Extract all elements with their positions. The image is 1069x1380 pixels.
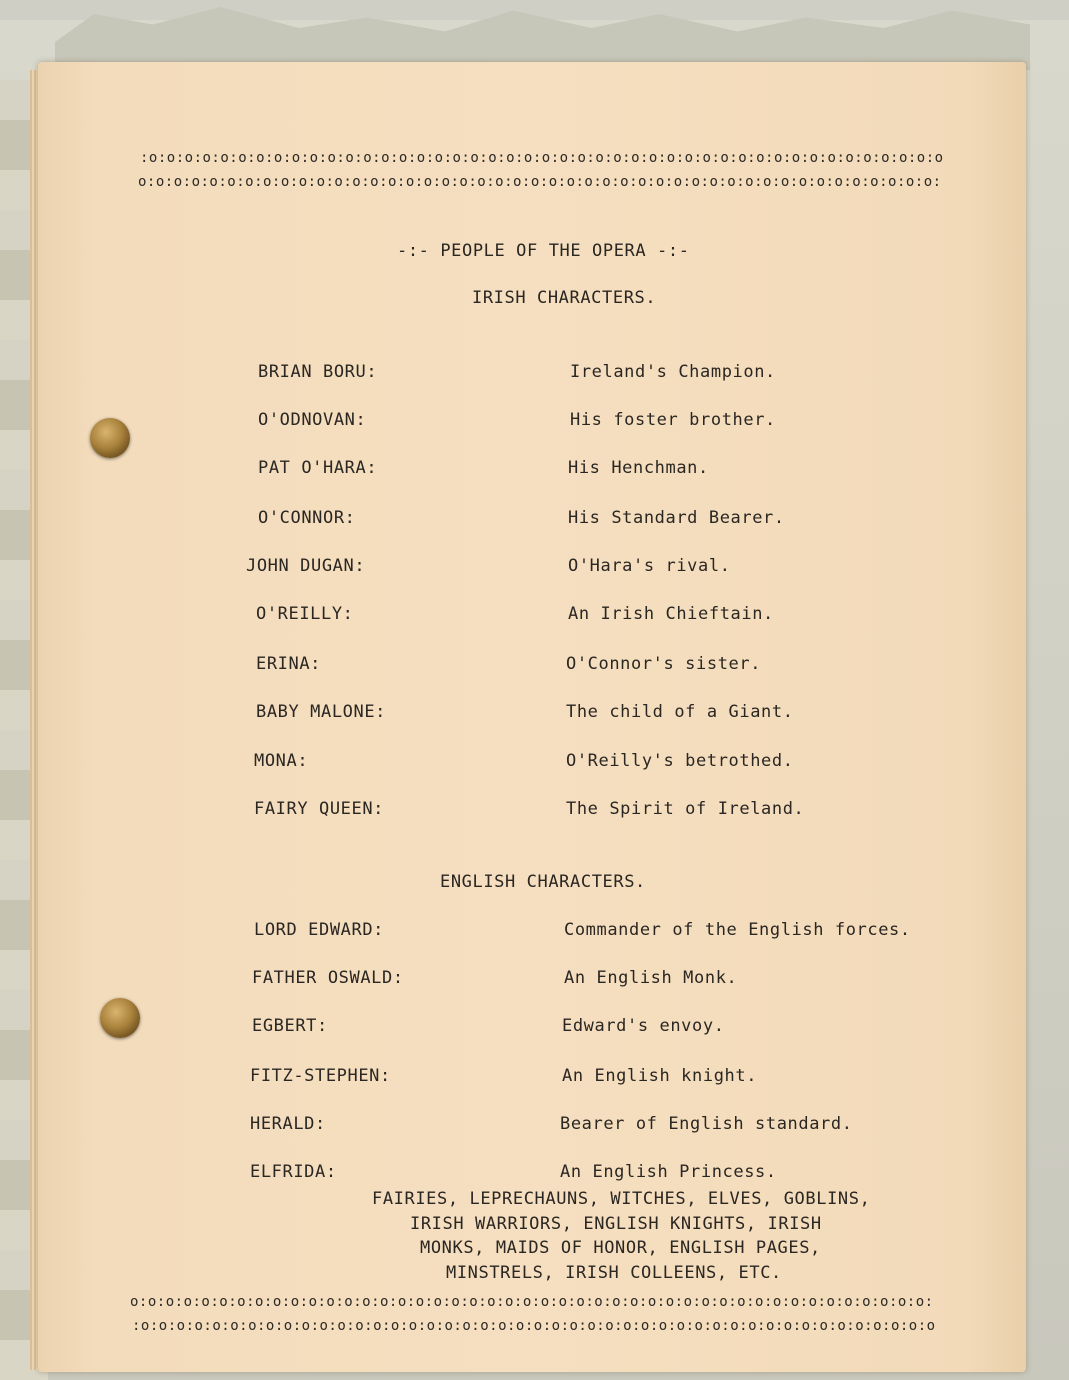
brass-fastener-top-icon — [90, 418, 130, 458]
character-role: Ireland's Champion. — [570, 362, 776, 382]
character-role: His Standard Bearer. — [568, 508, 785, 528]
character-role: O'Reilly's betrothed. — [566, 751, 794, 771]
ensemble-line: IRISH WARRIORS, ENGLISH KNIGHTS, IRISH — [410, 1214, 822, 1234]
character-name: EGBERT: — [252, 1016, 328, 1036]
top-border-line-2: o:o:o:o:o:o:o:o:o:o:o:o:o:o:o:o:o:o:o:o:o:o:o:o:o:o:o:o:o:o:o:o:o:o:o:o:o:o:o:o:o:o:o:o:o: — [138, 174, 942, 190]
character-role: His foster brother. — [570, 410, 776, 430]
character-name: FAIRY QUEEN: — [254, 799, 385, 819]
character-role: An English Princess. — [560, 1162, 777, 1182]
english-heading: ENGLISH CHARACTERS. — [440, 872, 646, 892]
character-role: Edward's envoy. — [562, 1016, 725, 1036]
bottom-border-line-1: o:o:o:o:o:o:o:o:o:o:o:o:o:o:o:o:o:o:o:o:o:o:o:o:o:o:o:o:o:o:o:o:o:o:o:o:o:o:o:o:o:o:o:o:o: — [130, 1294, 934, 1310]
character-role: O'Hara's rival. — [568, 556, 731, 576]
character-name: LORD EDWARD: — [254, 920, 385, 940]
character-role: An Irish Chieftain. — [568, 604, 774, 624]
irish-heading: IRISH CHARACTERS. — [472, 288, 657, 308]
character-role: An English knight. — [562, 1066, 758, 1086]
character-name: BABY MALONE: — [256, 702, 387, 722]
ensemble-line: FAIRIES, LEPRECHAUNS, WITCHES, ELVES, GOBLINS, — [372, 1189, 871, 1209]
character-name: MONA: — [254, 751, 309, 771]
character-name: FITZ-STEPHEN: — [250, 1066, 391, 1086]
character-role: The Spirit of Ireland. — [566, 799, 805, 819]
character-name: PAT O'HARA: — [258, 458, 378, 478]
character-name: O'ODNOVAN: — [258, 410, 367, 430]
ensemble-line: MINSTRELS, IRISH COLLEENS, ETC. — [446, 1263, 782, 1283]
character-name: JOHN DUGAN: — [246, 556, 366, 576]
character-role: Bearer of English standard. — [560, 1114, 853, 1134]
ensemble-line: MONKS, MAIDS OF HONOR, ENGLISH PAGES, — [420, 1238, 821, 1258]
page-title: -:- PEOPLE OF THE OPERA -:- — [397, 241, 690, 261]
character-name: FATHER OSWALD: — [252, 968, 404, 988]
character-name: O'CONNOR: — [258, 508, 356, 528]
top-border-line-1: :o:o:o:o:o:o:o:o:o:o:o:o:o:o:o:o:o:o:o:o:o:o:o:o:o:o:o:o:o:o:o:o:o:o:o:o:o:o:o:o:o:o:o:o:o — [140, 150, 944, 166]
character-name: ELFRIDA: — [250, 1162, 337, 1182]
character-role: His Henchman. — [568, 458, 709, 478]
character-role: The child of a Giant. — [566, 702, 794, 722]
bottom-border-line-2: :o:o:o:o:o:o:o:o:o:o:o:o:o:o:o:o:o:o:o:o:o:o:o:o:o:o:o:o:o:o:o:o:o:o:o:o:o:o:o:o:o:o:o:o:o — [132, 1318, 936, 1334]
character-name: O'REILLY: — [256, 604, 354, 624]
character-role: O'Connor's sister. — [566, 654, 762, 674]
torn-cover-edge — [55, 0, 1030, 70]
character-name: HERALD: — [250, 1114, 326, 1134]
character-role: An English Monk. — [564, 968, 738, 988]
character-role: Commander of the English forces. — [564, 920, 911, 940]
character-name: ERINA: — [256, 654, 322, 674]
brass-fastener-bottom-icon — [100, 998, 140, 1038]
character-name: BRIAN BORU: — [258, 362, 378, 382]
